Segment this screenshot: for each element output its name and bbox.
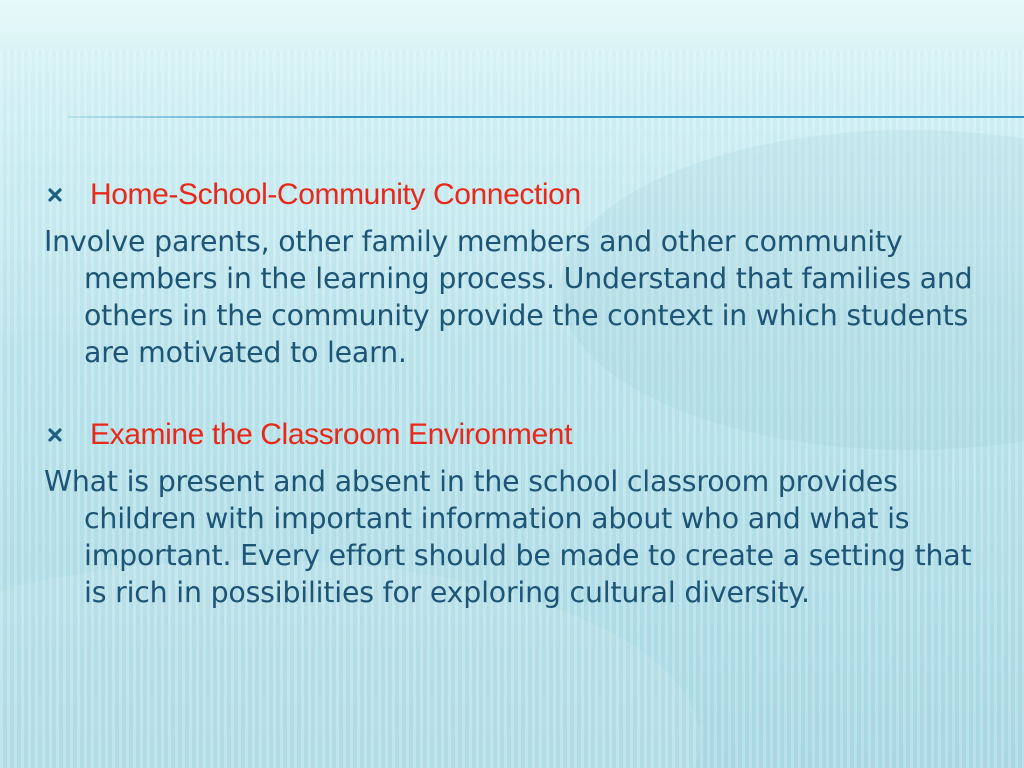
section-heading-row	[44, 417, 572, 453]
x-mark-icon	[44, 184, 66, 206]
section-body: Involve parents, other family members and other community members in the learning process. Understand that families and others in the community provide the context in which students are motivated to learn.	[44, 225, 973, 369]
section-heading: Home-School-Community Connection	[90, 178, 581, 211]
x-mark-icon	[44, 424, 66, 446]
section-heading: Examine the Classroom Environment	[90, 418, 573, 451]
section-body: What is present and absent in the school classroom provides children with important information about who and what is important. Every effort should be made to create a setting that is rich in possibilities for exploring cultural diversity.	[44, 465, 972, 609]
section-heading-row	[44, 177, 581, 213]
